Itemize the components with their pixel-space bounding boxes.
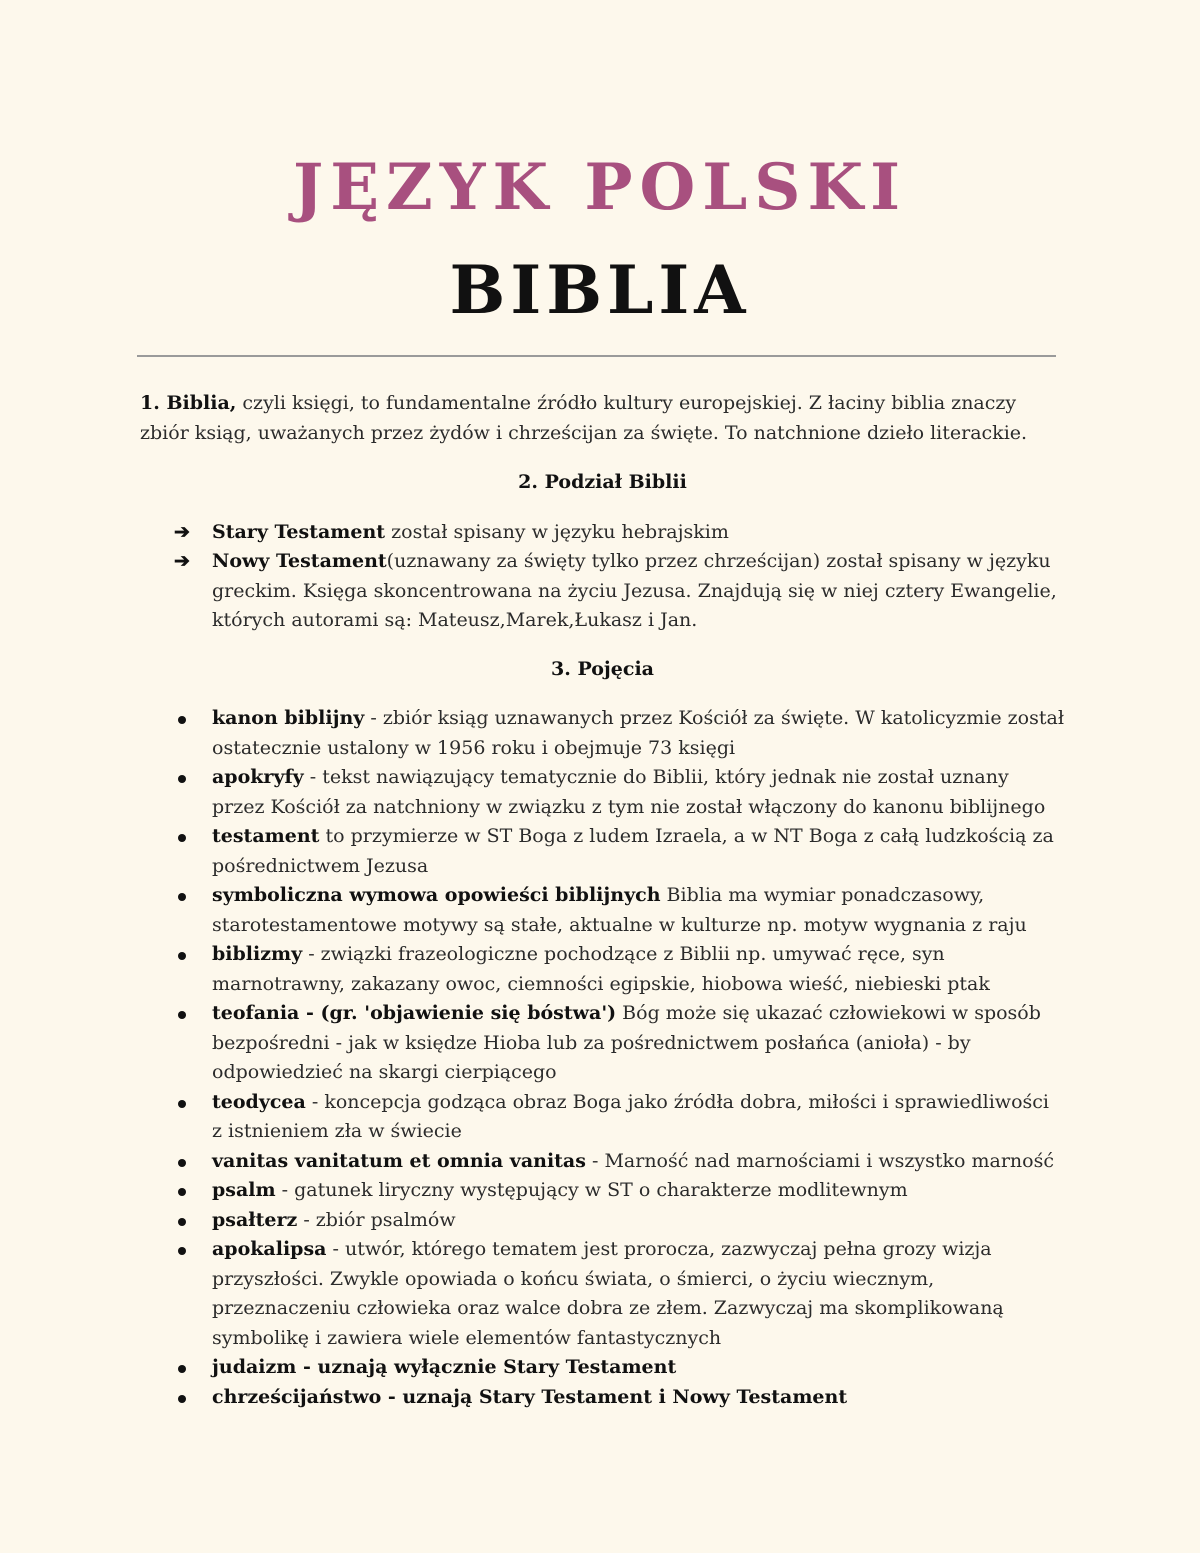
list-item — [140, 763, 1065, 822]
item-text: - związki frazeologiczne pochodzące z Biblii np. umywać ręce, syn marnotrawny, zakazany owoc, ciemności egipskie, hiobowa wieść, niebieski ptak — [212, 943, 990, 995]
item-term: apokryfy — [212, 766, 304, 788]
list-item — [140, 1235, 1065, 1353]
page-title: JĘZYK POLSKI — [292, 150, 908, 225]
list-item — [140, 1353, 1065, 1383]
item-text: - utwór, którego tematem jest prorocza, zazwyczaj pełna grozy wizja przyszłości. Zwykle opowiada o końcu świata, o śmierci, o życiu wiecznym, przeznaczeniu człowieka oraz walce dobra ze złem. Zazwyczaj ma skomplikowaną symbolikę i zawiera wiele elementów fantastycznych — [212, 1238, 1004, 1349]
item-text: - zbiór ksiąg uznawanych przez Kościół za święte. W katolicyzmie został ostatecznie ustalony w 1956 roku i obejmuje 73 księgi — [212, 707, 1064, 759]
item-text: - tekst nawiązujący tematycznie do Biblii, który jednak nie został uznany przez Kościół za natchniony w związku z tym nie został włączony do kanonu biblijnego — [212, 766, 1046, 818]
horizontal-divider — [137, 355, 1056, 357]
list-item — [140, 940, 1065, 999]
list-item — [140, 547, 1065, 636]
section-heading-podzial: 2. Podział Biblii — [518, 471, 687, 493]
page-subtitle: BIBLIA — [449, 251, 751, 329]
intro-term: 1. Biblia, — [140, 392, 237, 414]
terms-list — [140, 704, 1065, 1412]
bullet-dot-icon — [178, 834, 186, 842]
intro-text: czyli księgi, to fundamentalne źródło kultury europejskiej. Z łaciny biblia znaczy zbiór ksiąg, uważanych przez żydów i chrześcijan za święte. To natchnione dzieło literackie. — [140, 392, 1028, 444]
bullet-dot-icon — [178, 775, 186, 783]
item-term: psalm — [212, 1179, 276, 1201]
item-text: Biblia ma wymiar ponadczasowy, starotestamentowe motywy są stałe, aktualne w kulturze np. motyw wygnania z raju — [212, 884, 1027, 936]
item-text: - gatunek liryczny występujący w ST o charakterze modlitewnym — [275, 1179, 908, 1201]
bullet-dot-icon — [178, 1218, 186, 1226]
list-item — [140, 704, 1065, 763]
item-term: kanon biblijny — [212, 707, 365, 729]
list-item — [140, 1147, 1065, 1177]
item-text: - koncepcja godząca obraz Boga jako źródła dobra, miłości i sprawiedliwości z istnieniem zła w świecie — [212, 1090, 1049, 1142]
list-item — [140, 1383, 1065, 1413]
bullet-dot-icon — [178, 1365, 186, 1373]
list-item — [140, 1088, 1065, 1147]
bullet-dot-icon — [178, 1188, 186, 1196]
item-term: biblizmy — [212, 943, 303, 965]
item-term: teofania - (gr. 'objawienie się bóstwa') — [212, 1002, 617, 1024]
item-term: psałterz — [212, 1208, 298, 1231]
bullet-dot-icon — [178, 1011, 186, 1019]
bullet-dot-icon — [178, 716, 186, 724]
bullet-dot-icon — [178, 952, 186, 960]
item-text: Bóg może się ukazać człowiekowi w sposób bezpośredni - jak w księdze Hioba lub za pośrednictwem posłańca (anioła) - by odpowiedzieć na skargi cierpiącego — [212, 1002, 1041, 1083]
item-term: chrześcijaństwo - uznają Stary Testament i Nowy Testament — [212, 1385, 848, 1408]
intro-paragraph — [140, 389, 1065, 448]
list-item — [140, 1176, 1065, 1206]
bullet-dot-icon — [178, 1100, 186, 1108]
bullet-dot-icon — [178, 1159, 186, 1167]
item-term: symboliczna wymowa opowieści biblijnych — [212, 884, 661, 906]
bullet-dot-icon — [178, 1247, 186, 1255]
list-item — [140, 999, 1065, 1088]
item-term: vanitas vanitatum et omnia vanitas — [212, 1149, 586, 1172]
list-item — [140, 881, 1065, 940]
item-term: testament — [212, 825, 320, 847]
bullet-dot-icon — [178, 1395, 186, 1403]
arrow-right-icon: ➔ — [174, 520, 190, 543]
bullet-dot-icon — [178, 893, 186, 901]
list-item — [140, 822, 1065, 881]
list-item — [140, 518, 1065, 548]
section-heading-pojecia: 3. Pojęcia — [551, 657, 654, 680]
list-item — [140, 1206, 1065, 1236]
document-content — [140, 389, 1065, 1412]
item-term: Nowy Testament — [212, 550, 387, 572]
item-text: (uznawany za święty tylko przez chrześcijan) został spisany w języku greckim. Księga skoncentrowana na życiu Jezusa. Znajdują się w niej cztery Ewangelie, których autorami są: Mateusz,Marek,Łukasz i Jan. — [212, 550, 1057, 631]
arrow-right-icon: ➔ — [174, 550, 190, 572]
item-term: apokalipsa — [212, 1238, 327, 1260]
testament-list — [140, 518, 1065, 636]
item-term: teodycea — [212, 1090, 306, 1113]
item-text: - Marność nad marnościami i wszystko marność — [585, 1149, 1054, 1172]
item-term: Stary Testament — [212, 520, 386, 543]
item-term: judaizm - uznają wyłącznie Stary Testament — [212, 1356, 677, 1378]
item-text: został spisany w języku hebrajskim — [385, 520, 729, 543]
item-text: to przymierze w ST Boga z ludem Izraela, a w NT Boga z całą ludzkością za pośrednictwem Jezusa — [212, 825, 1054, 877]
item-text: - zbiór psalmów — [297, 1208, 456, 1231]
